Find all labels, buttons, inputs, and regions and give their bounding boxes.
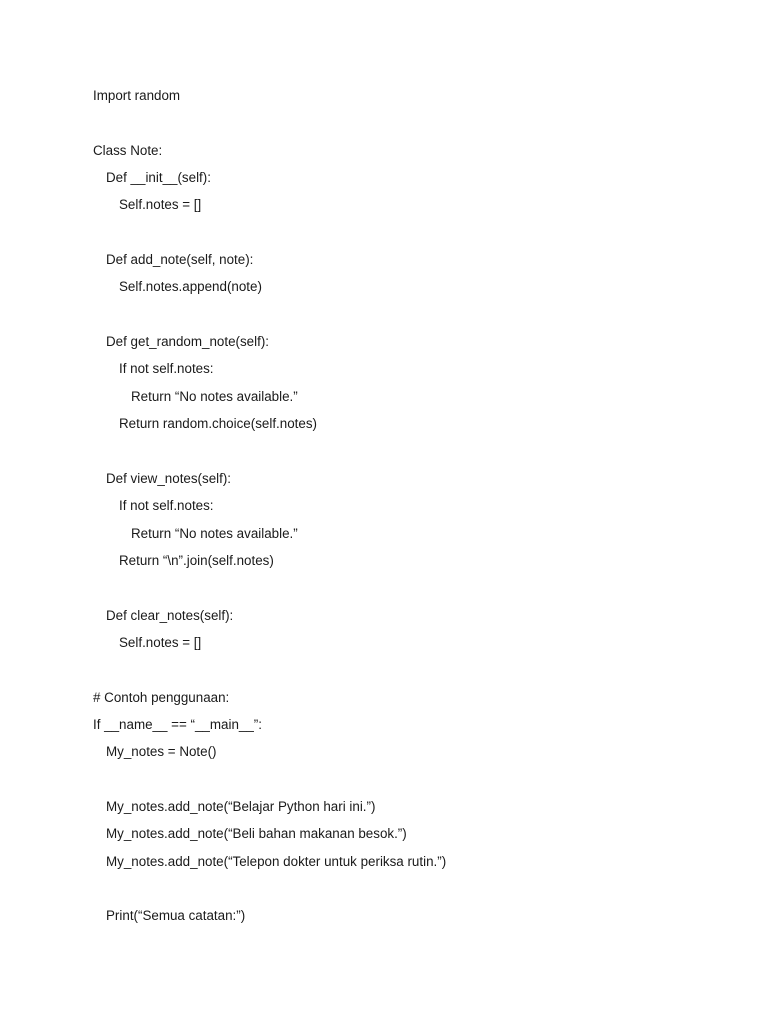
- blank-line: [93, 578, 733, 605]
- blank-line: [93, 223, 733, 250]
- text-line: Return random.choice(self.notes): [119, 416, 317, 432]
- text-line: Def __init__(self):: [106, 170, 211, 186]
- text-line: Class Note:: [93, 142, 163, 158]
- text-line: Self.notes.append(note): [119, 279, 262, 295]
- blank-line: [93, 770, 733, 797]
- blank-line: [93, 879, 733, 906]
- text-line: Def add_note(self, note):: [106, 252, 254, 268]
- text-line: Def view_notes(self):: [106, 470, 232, 486]
- text-line: Return “No notes available.”: [131, 388, 298, 404]
- text-line: Print(“Semua catatan:”): [106, 908, 246, 924]
- text-line: Return “\n”.join(self.notes): [119, 552, 274, 568]
- text-line: Return “No notes available.”: [131, 525, 298, 541]
- text-line: If not self.notes:: [119, 361, 214, 377]
- text-line: Self.notes = []: [119, 197, 202, 213]
- blank-line: [93, 305, 733, 332]
- text-line: My_notes = Note(): [106, 744, 217, 760]
- text-line: Def get_random_note(self):: [106, 334, 270, 350]
- blank-line: [93, 113, 733, 140]
- text-line: If not self.notes:: [119, 498, 214, 514]
- text-line: My_notes.add_note(“Beli bahan makanan besok.”): [106, 826, 407, 842]
- text-line: If __name__ == “__main__”:: [93, 716, 262, 732]
- text-line: My_notes.add_note(“Telepon dokter untuk periksa rutin.”): [106, 853, 447, 869]
- blank-line: [93, 441, 733, 468]
- text-line: # Contoh penggunaan:: [93, 689, 230, 705]
- text-line: My_notes.add_note(“Belajar Python hari ini.”): [106, 798, 376, 814]
- document-body: [93, 86, 733, 934]
- text-line: Import random: [93, 88, 181, 103]
- blank-line: [93, 660, 733, 687]
- text-line: Def clear_notes(self):: [106, 607, 234, 623]
- text-line: Self.notes = []: [119, 634, 202, 650]
